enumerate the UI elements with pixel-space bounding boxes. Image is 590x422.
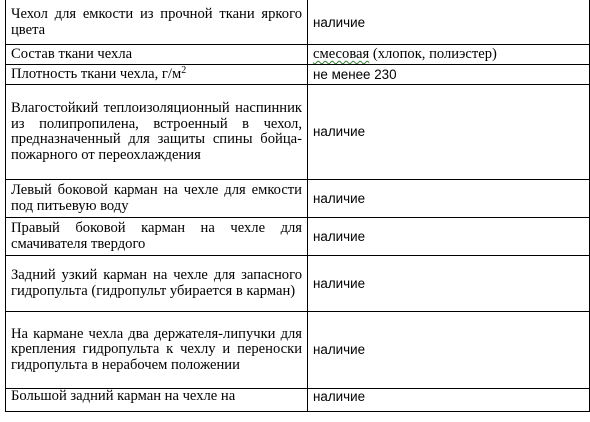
specification-table bbox=[5, 0, 590, 412]
parameter-value bbox=[308, 45, 590, 65]
parameter-name: Задний узкий карман на чехле для запасного гидропульта (гидропульт убирается в карман) bbox=[6, 256, 308, 312]
parameter-name: Большой задний карман на чехле на bbox=[6, 389, 308, 412]
parameter-value: наличие bbox=[308, 0, 590, 45]
parameter-value: наличие bbox=[308, 180, 590, 218]
parameter-value: наличие bbox=[308, 218, 590, 256]
parameter-value: наличие bbox=[308, 312, 590, 389]
parameter-name-text: Плотность ткани чехла, г/м bbox=[11, 65, 182, 82]
parameter-name bbox=[6, 65, 308, 85]
table-row bbox=[6, 85, 590, 180]
table-row bbox=[6, 256, 590, 312]
table-row bbox=[6, 65, 590, 85]
parameter-name: На кармане чехла два держателя-липучки для крепления гидропульта к чехлу и переноски гидропульта в нерабочем положении bbox=[6, 312, 308, 389]
parameter-value: наличие bbox=[308, 389, 590, 412]
spellcheck-word: смесовая bbox=[313, 45, 370, 62]
table-row bbox=[6, 0, 590, 45]
parameter-value-rest: (хлопок, полиэстер) bbox=[369, 45, 497, 62]
table-row bbox=[6, 218, 590, 256]
parameter-value: наличие bbox=[308, 85, 590, 180]
parameter-name: Влагостойкий теплоизоляционный наспинник из полипропилена, встроенный в чехол, предназначенный для защиты спины бойца-пожарного от переохлаждения bbox=[6, 85, 308, 180]
parameter-name: Чехол для емкости из прочной ткани яркого цвета bbox=[6, 0, 308, 45]
parameter-value: не менее 230 bbox=[308, 65, 590, 85]
superscript: 2 bbox=[181, 64, 187, 76]
parameter-name: Состав ткани чехла bbox=[6, 45, 308, 65]
parameter-name: Правый боковой карман на чехле для смачивателя твердого bbox=[6, 218, 308, 256]
parameter-value: наличие bbox=[308, 256, 590, 312]
table-row bbox=[6, 312, 590, 389]
parameter-name: Левый боковой карман на чехле для емкости под питьевую воду bbox=[6, 180, 308, 218]
table-row bbox=[6, 45, 590, 65]
table-row bbox=[6, 389, 590, 412]
table-row bbox=[6, 180, 590, 218]
